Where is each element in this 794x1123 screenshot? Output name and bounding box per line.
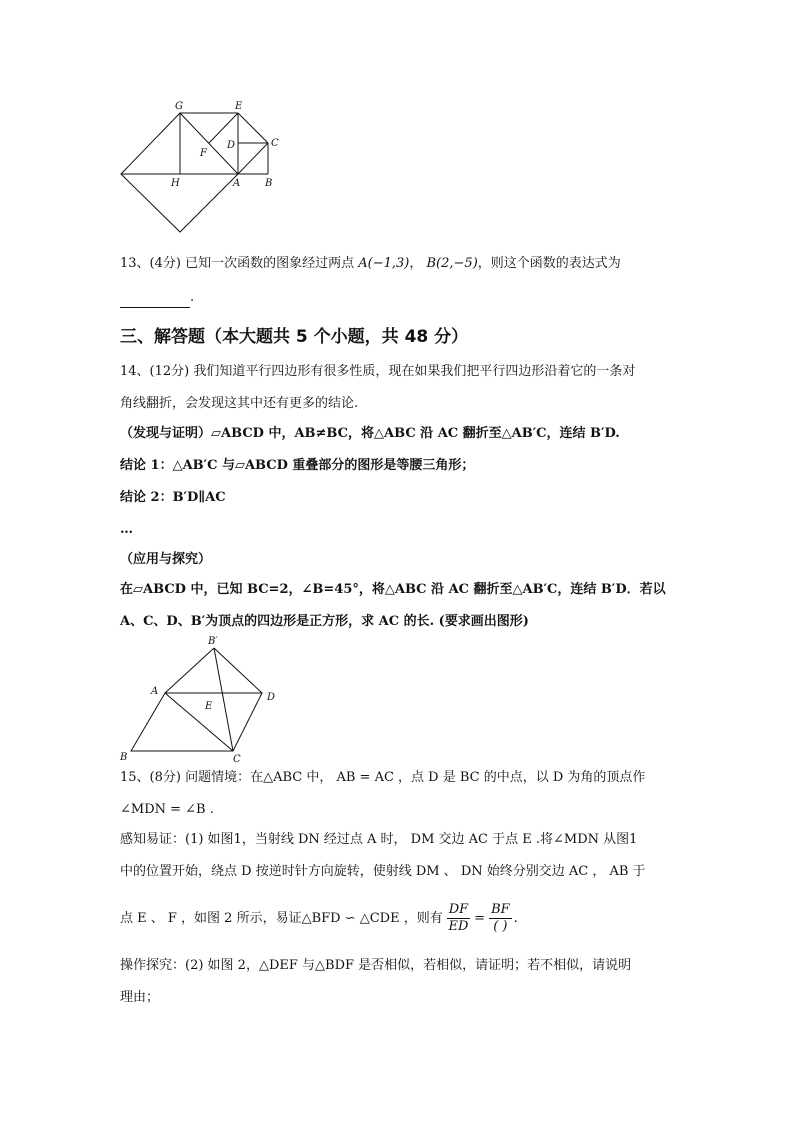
q15-line-5-end: . <box>513 910 518 926</box>
segment-fe <box>209 113 238 143</box>
q13-answer-blank[interactable] <box>120 293 190 308</box>
q15-line-4: 中的位置开始，绕点 D 按逆时针方向旋转，使射线 DM 、 DN 始终分别交边 AC ， AB 于 <box>120 864 646 879</box>
q14-line-3: （发现与证明）▱ABCD 中，AB≠BC，将△ABC 沿 AC 翻折至△AB′C，连结 B′D. <box>120 426 620 441</box>
label-e: E <box>205 701 213 712</box>
equals-sign: = <box>474 910 486 926</box>
fraction-blank-denominator[interactable]: ( ) <box>493 919 508 934</box>
segment-ac <box>238 143 268 174</box>
label-f: F <box>200 148 207 159</box>
label-b: B <box>120 752 128 763</box>
label-c: C <box>271 138 279 149</box>
q15-line-5-text: 点 E 、 F ，如图 2 所示，易证△BFD ∽ △CDE ，则有 <box>120 910 443 926</box>
label-a: A <box>151 686 159 697</box>
fraction-ed-denominator: ED <box>448 919 469 934</box>
label-b-prime: B′ <box>208 636 218 647</box>
q15-line-2: ∠MDN = ∠B . <box>120 802 214 817</box>
q13-answer-line <box>120 288 194 308</box>
label-e: E <box>235 101 243 112</box>
q14-line-7: （应用与探究） <box>120 552 212 567</box>
q14-line-4: 结论 1：△AB′C 与▱ABCD 重叠部分的图形是等腰三角形； <box>120 458 475 473</box>
q15-line-6: 操作探究：(2) 如图 2，△DEF 与△BDF 是否相似，若相似，请证明；若不相似，请说明 <box>120 958 632 973</box>
segment-ab-prime <box>165 648 214 693</box>
q13-suffix: ，则这个函数的表达式为 <box>477 256 621 271</box>
q13-point-a: A(−1,3) <box>358 256 410 271</box>
q14-line-6: … <box>120 522 133 537</box>
section-3-title: 三、解答题（本大题共 5 个小题，共 48 分） <box>120 327 469 347</box>
q14-line-1: 14、(12分) 我们知道平行四边形有很多性质，现在如果我们把平行四边形沿着它的一条对 <box>120 364 636 379</box>
q15-line-3: 感知易证：(1) 如图1，当射线 DN 经过点 A 时， DM 交边 AC 于点 E .将∠MDN 从图1 <box>120 832 638 847</box>
segment-ac <box>165 693 233 751</box>
q14-line-2: 角线翻折，会发现这其中还有更多的结论. <box>120 396 359 411</box>
label-d: D <box>267 692 276 703</box>
q14-line-5: 结论 2：B′D∥AC <box>120 490 226 505</box>
fraction-df-numerator: DF <box>448 902 469 917</box>
q14-line-8: 在▱ABCD 中，已知 BC=2，∠B=45°，将△ABC 沿 AC 翻折至△AB′C，连结 B′D．若以 <box>120 582 666 597</box>
parallelogram-abcd <box>131 693 262 751</box>
q13-end: . <box>190 290 195 305</box>
fraction-df-ed <box>447 902 470 935</box>
segment-ec <box>238 113 268 143</box>
label-d: D <box>227 140 236 151</box>
q14-line-9: A、C、D、B′为顶点的四边形是正方形，求 AC 的长. (要求画出图形) <box>120 614 529 629</box>
question-13 <box>120 254 621 274</box>
q15-line-7: 理由； <box>120 990 160 1005</box>
q13-prefix: 13、(4分) 已知一次函数的图象经过两点 <box>120 256 355 271</box>
label-g: G <box>175 101 183 112</box>
q15-line-5 <box>120 902 518 935</box>
q13-point-b: B(2,−5) <box>426 256 478 271</box>
label-a: A <box>233 178 241 189</box>
figure-1-diagram <box>110 96 310 236</box>
q13-sep: ， <box>409 256 423 271</box>
label-b: B <box>265 178 273 189</box>
fraction-bf-blank <box>489 902 512 935</box>
fraction-bf-numerator: BF <box>491 902 510 917</box>
q15-line-1: 15、(8分) 问题情境：在△ABC 中， AB = AC ，点 D 是 BC 的中点，以 D 为角的顶点作 <box>120 770 646 785</box>
label-c: C <box>233 754 241 765</box>
label-h: H <box>171 178 180 189</box>
figure-2-diagram <box>110 630 290 766</box>
